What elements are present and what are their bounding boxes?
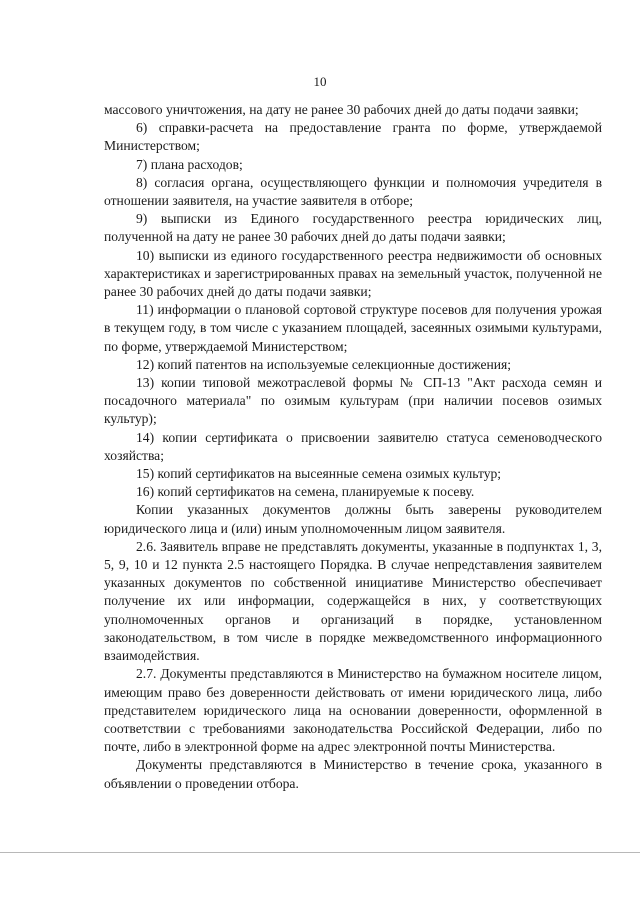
section-2-7: 2.7. Документы представляются в Министерство на бумажном носителе лицом, имеющим право без доверенности действовать от имени юридического лица, либо представителем юридического лица на основании доверенности, оформленной в соответствии с требованиями законодательства Российской Федерации, либо по почте, либо в электронной форме на адрес электронной почты Министерства. (104, 666, 602, 755)
submission-deadline-paragraph: Документы представляются в Министерство в течение срока, указанного в объявлении о проведении отбора. (104, 757, 602, 791)
paragraph-continuation: массового уничтожения, на дату не ранее 30 рабочих дней до даты подачи заявки; (104, 102, 579, 117)
list-item-11: 11) информации о плановой сортовой структуре посевов для получения урожая в текущем году, в том числе с указанием площадей, засеянных озимыми культурами, по форме, утверждаемой Министерством; (104, 302, 602, 354)
page-number: 10 (313, 74, 327, 89)
list-item-7: 7) плана расходов; (136, 156, 243, 172)
certification-paragraph: Копии указанных документов должны быть заверены руководителем юридического лица и (или) иным уполномоченным лицом заявителя. (104, 502, 602, 536)
list-item-13: 13) копии типовой межотраслевой формы № СП-13 "Акт расхода семян и посадочного материала" по озимым культурам (при наличии посевов озимых культур); (104, 375, 602, 427)
list-item-16: 16) копий сертификатов на семена, планируемые к посеву. (136, 484, 475, 500)
list-item-6: 6) справки-расчета на предоставление гранта по форме, утверждаемой Министерством; (104, 120, 602, 154)
list-item-15: 15) копий сертификатов на высеянные семена озимых культур; (136, 466, 502, 482)
list-item-8: 8) согласия органа, осуществляющего функции и полномочия учредителя в отношении заявителя, на участие заявителя в отборе; (104, 174, 602, 209)
section-2-6: 2.6. Заявитель вправе не представлять документы, указанные в подпунктах 1, 3, 5, 9, 10 и 12 пункта 2.5 настоящего Порядка. В случае непредставления заявителем указанных документов по собственной инициативе Министерство обеспечивает получение их или информации, содержащейся в них, у соответствующих уполномоченных органов и организаций в порядке, установленном законодательством, в том числе в порядке межведомственного информационного взаимодействия. (104, 538, 602, 664)
document-body (104, 101, 602, 793)
list-item-9: 9) выписки из Единого государственного реестра юридических лиц, полученной на дату не ранее 30 рабочих дней до даты подачи заявки; (104, 211, 602, 245)
list-item-14: 14) копии сертификата о присвоении заявителю статуса семеноводческого хозяйства; (104, 429, 602, 463)
scan-edge-line (0, 852, 640, 853)
list-item-10: 10) выписки из единого государственного реестра недвижимости об основных характеристиках и зарегистрированных правах на земельный участок, полученной не ранее 30 рабочих дней до даты подачи заявки; (104, 247, 602, 300)
list-item-12: 12) копий патентов на используемые селекционные достижения; (136, 356, 512, 372)
